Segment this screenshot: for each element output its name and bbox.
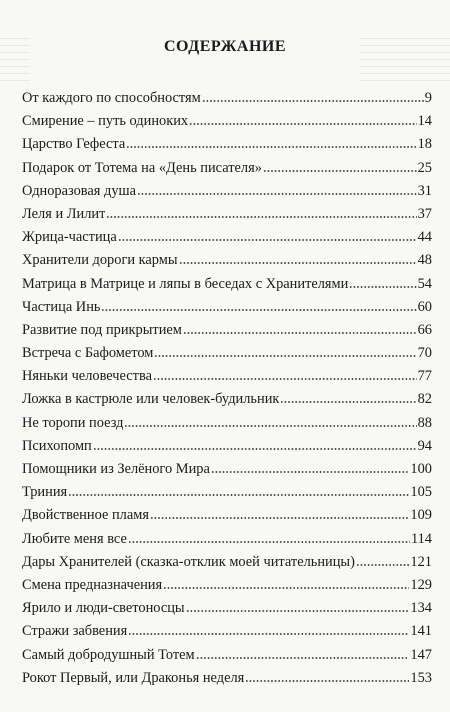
toc-entry — [22, 481, 432, 504]
toc-entry — [22, 87, 432, 110]
table-of-contents — [22, 87, 432, 690]
toc-entry — [22, 644, 432, 667]
toc-entry-page-number: 153 — [410, 669, 432, 686]
dot-leader — [101, 309, 416, 311]
toc-entry-title: Триния — [22, 484, 68, 501]
toc-entry-title: Царство Гефеста — [22, 136, 126, 153]
toc-entry-page-number: 88 — [417, 414, 432, 431]
toc-entry — [22, 249, 432, 272]
toc-entry — [22, 551, 432, 574]
toc-entry — [22, 133, 432, 156]
toc-entry — [22, 157, 432, 180]
toc-entry-page-number: 77 — [417, 368, 432, 385]
dot-leader — [128, 633, 409, 635]
toc-entry — [22, 435, 432, 458]
dot-leader — [163, 587, 409, 589]
toc-entry-page-number: 129 — [410, 576, 432, 593]
toc-entry-page-number: 9 — [424, 90, 432, 106]
toc-entry-title: Подарок от Тотема на «День писателя» — [22, 159, 262, 176]
toc-entry-title: Не торопи поезд — [22, 414, 124, 431]
dot-leader — [186, 610, 410, 612]
dot-leader — [245, 680, 409, 682]
toc-entry-title: Помощники из Зелёного Мира — [22, 461, 210, 477]
toc-entry-page-number: 109 — [410, 507, 432, 524]
dot-leader — [154, 355, 416, 357]
toc-entry-page-number: 121 — [410, 553, 432, 570]
dot-leader — [179, 262, 417, 264]
toc-entry — [22, 110, 432, 133]
toc-entry — [22, 296, 432, 319]
toc-entry — [22, 388, 432, 411]
toc-entry-page-number: 37 — [417, 205, 432, 222]
dot-leader — [153, 378, 417, 380]
toc-entry-page-number: 82 — [417, 391, 432, 408]
toc-entry — [22, 620, 432, 643]
toc-entry — [22, 597, 432, 620]
toc-entry-title: Частица Инь — [22, 298, 101, 315]
toc-entry-page-number: 134 — [410, 600, 432, 617]
toc-entry-page-number: 94 — [417, 437, 432, 454]
toc-entry-page-number: 141 — [410, 623, 432, 640]
toc-entry-page-number: 147 — [410, 646, 432, 663]
toc-entry-title: Рокот Первый, или Драконья неделя — [22, 669, 245, 686]
dot-leader — [126, 146, 416, 148]
toc-entry — [22, 458, 432, 481]
toc-entry — [22, 342, 432, 365]
toc-entry — [22, 180, 432, 203]
toc-entry-page-number: 105 — [410, 484, 432, 501]
toc-entry — [22, 412, 432, 435]
dot-leader — [106, 216, 416, 218]
dot-leader — [356, 564, 410, 566]
toc-entry-page-number: 100 — [410, 461, 432, 477]
toc-entry-title: Одноразовая душа — [22, 182, 136, 199]
toc-entry-page-number: 114 — [410, 530, 432, 547]
dot-leader — [183, 332, 417, 334]
toc-entry — [22, 226, 432, 249]
toc-entry — [22, 273, 432, 296]
dot-leader — [93, 448, 417, 450]
toc-entry-title: Матрица в Матрице и ляпы в беседах с Хранителями — [22, 275, 349, 292]
toc-entry-page-number: 14 — [417, 113, 432, 130]
toc-entry-page-number: 70 — [417, 345, 432, 362]
toc-entry-title: Развитие под прикрытием — [22, 321, 182, 338]
dot-leader — [68, 494, 409, 496]
toc-entry-title: Любите меня все — [22, 530, 127, 547]
toc-entry — [22, 504, 432, 527]
toc-entry — [22, 574, 432, 597]
toc-entry-title: Жрица-частица — [22, 229, 117, 246]
dot-leader — [263, 170, 417, 172]
dot-leader — [150, 517, 409, 519]
toc-entry-page-number: 31 — [417, 182, 432, 199]
dot-leader — [196, 657, 410, 659]
dot-leader — [137, 193, 417, 195]
toc-entry-page-number: 48 — [417, 252, 432, 269]
toc-entry-page-number: 25 — [417, 159, 432, 176]
toc-entry-page-number: 44 — [417, 229, 432, 246]
toc-entry-page-number: 18 — [417, 136, 432, 153]
toc-entry — [22, 528, 432, 551]
toc-entry-page-number: 54 — [417, 275, 432, 292]
toc-entry-title: Хранители дороги кармы — [22, 252, 178, 269]
dot-leader — [211, 471, 410, 473]
toc-entry-title: Двойственное пламя — [22, 507, 149, 524]
dot-leader — [280, 401, 416, 403]
toc-entry-title: Ярило и люди-светоносцы — [22, 600, 185, 617]
dot-leader — [189, 123, 417, 125]
dot-leader — [202, 100, 424, 102]
toc-entry-title: Смена предназначения — [22, 576, 163, 593]
dot-leader — [128, 541, 410, 543]
toc-entry-title: Психопомп — [22, 437, 92, 454]
toc-entry — [22, 365, 432, 388]
toc-entry — [22, 667, 432, 690]
toc-entry-title: Встреча с Бафометом — [22, 345, 154, 362]
toc-entry-page-number: 66 — [417, 321, 432, 338]
toc-entry-title: Ложка в кастрюле или человек-будильник — [22, 391, 280, 408]
dot-leader — [118, 239, 417, 241]
toc-entry-page-number: 60 — [417, 298, 432, 315]
contents-heading: СОДЕРЖАНИЕ — [163, 38, 287, 55]
toc-entry-title: Няньки человечества — [22, 368, 152, 385]
toc-entry-title: От каждого по способностям — [22, 90, 201, 106]
toc-entry-title: Самый добродушный Тотем — [22, 646, 195, 663]
toc-entry — [22, 319, 432, 342]
toc-entry-title: Леля и Лилит — [22, 205, 106, 222]
dot-leader — [124, 425, 416, 427]
toc-entry-title: Смирение – путь одиноких — [22, 113, 189, 130]
toc-entry — [22, 203, 432, 226]
dot-leader — [349, 286, 416, 288]
toc-entry-title: Стражи забвения — [22, 623, 128, 640]
toc-entry-title: Дары Хранителей (сказка-отклик моей читательницы) — [22, 553, 355, 570]
